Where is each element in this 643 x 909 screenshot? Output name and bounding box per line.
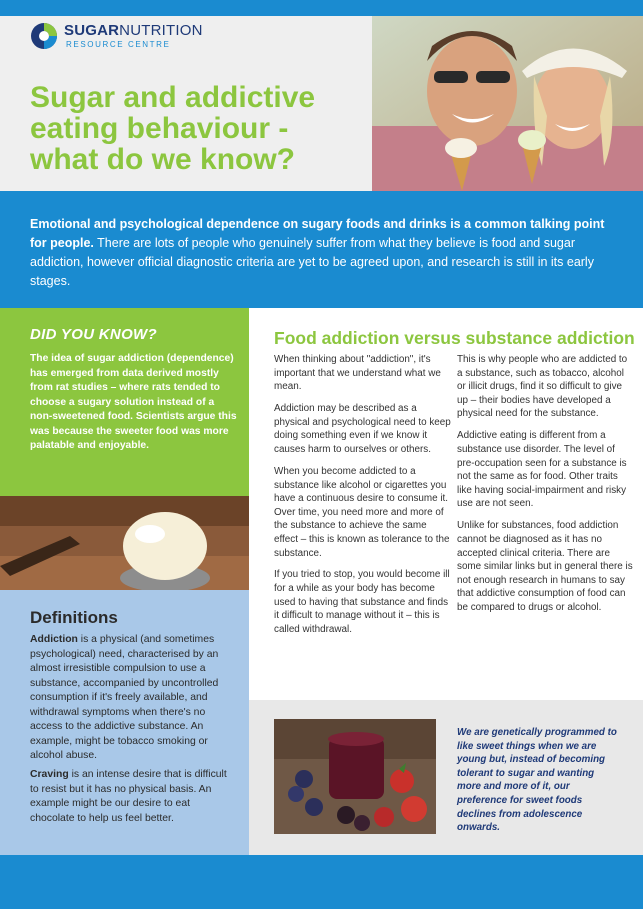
brand-logo: [30, 22, 203, 50]
quote-text: We are genetically programmed to like sweet things when we are young but, instead of becoming tolerant to sugar and wanting more and more of it, our preference for sweet foods declines from adolescence onwards.: [457, 727, 617, 834]
bottom-blue-strip: [0, 855, 643, 909]
article-title: Food addiction versus substance addiction: [274, 328, 635, 348]
page-title: Sugar and addictive eating behaviour - what do we know?: [30, 81, 316, 176]
did-you-know-text: The idea of sugar addiction (dependence) has emerged from data derived mostly from rat studies – where rats tended to choose a sugary solution instead of a non-sweetened food. Scientists argue this was because the sweeter food was more palatable and enjoyable.: [30, 353, 237, 451]
article-column-right: [457, 353, 635, 623]
article-paragraph: When thinking about "addiction", it's important that we understand what we mean.: [274, 354, 441, 393]
article-paragraph: Addictive eating is different from a substance use disorder. The level of pre-occupation seen for a substance is not the same as for food. Other traits like having social-impairment and risky use are not seen.: [457, 430, 627, 510]
article-paragraph: Unlike for substances, food addiction cannot be diagnosed as it has no accepted clinical criteria. There are some similar links but in general there is not enough research in humans to say that addictive consumption of food can be compared to drugs or alcohol.: [457, 520, 633, 613]
brand-subtitle: RESOURCE CENTRE: [66, 40, 171, 49]
couple-eating-ice-cream-photo: [372, 16, 643, 191]
jam-jar-with-berries-photo: [274, 719, 436, 834]
definitions-title: Definitions: [30, 608, 118, 627]
vanilla-ice-cream-photo: [0, 496, 249, 590]
article-paragraph: When you become addicted to a substance like alcohol or cigarettes you have a continuous desire to consume it. Over time, you need more and more of the substance to achieve the same effect – this is known as tolerance to the substance.: [274, 465, 450, 559]
addiction-definition: Addiction is a physical (and sometimes psychological) need, characterised by an almost irresistible compulsion to use a substance, accompanied by uncontrolled consumption if it's freely available, and withdrawal symptoms when there's no access to the addictive substance. An example, might be tobacco smoking or alcohol abuse.: [30, 634, 219, 761]
intro-paragraph: Emotional and psychological dependence on sugary foods and drinks is a common talking point for people. There are lots of people who genuinely suffer from what they believe is food and sugar addiction, however official diagnostic criteria are yet to be agreed upon, and research is still in its early stages.: [30, 217, 605, 288]
article-paragraph: If you tried to stop, you would become ill for a while as your body has become used to having that substance and finds it difficult to manage without it – this is called withdrawal.: [274, 569, 450, 635]
craving-definition: Craving is an intense desire that is difficult to resist but it has no physical basis. An example might be our desire to eat chocolate to help us feel better.: [30, 769, 227, 824]
article-paragraph: This is why people who are addicted to a substance, such as tobacco, alcohol or illicit drugs, find it so difficult to give up – their bodies have developed a physical need for the substance.: [457, 354, 628, 420]
top-blue-strip: [0, 0, 643, 16]
did-you-know-title: DID YOU KNOW?: [30, 326, 157, 343]
article-column-left: [274, 353, 452, 645]
brand-name: SUGARNUTRITION: [64, 22, 203, 39]
article-paragraph: Addiction may be described as a physical and psychological need to keep doing something even if we know it causes harm to ourselves or others.: [274, 403, 451, 455]
circle-swirl-logo-icon: [30, 22, 58, 50]
